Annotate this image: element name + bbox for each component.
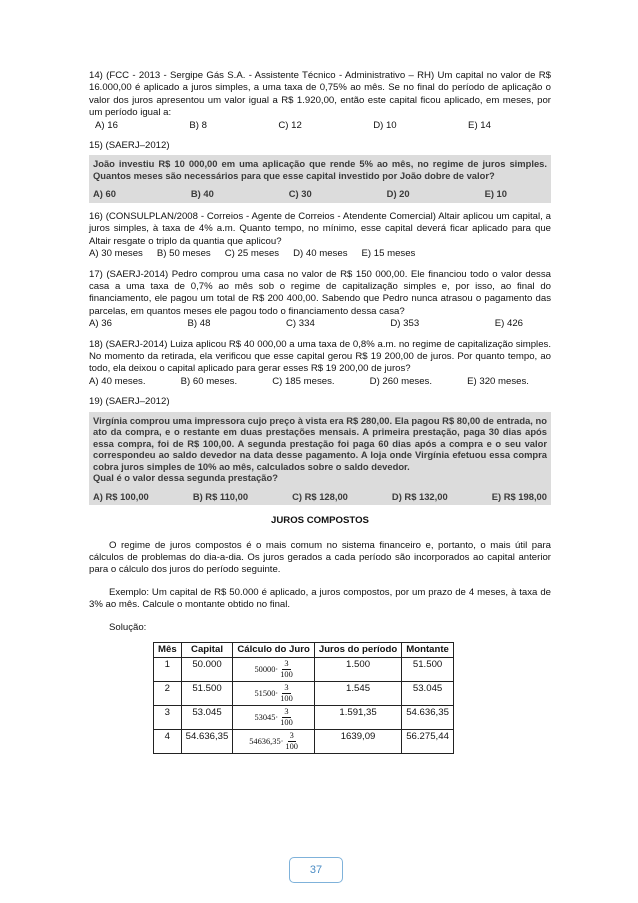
question-16-text: 16) (CONSULPLAN/2008 - Correios - Agente de Correios - Atendente Comercial) Altair aplicou um capital, a juros simples, à taxa de 4% a.m. Quanto tempo, no mínimo, esse capital deverá ficar aplicado para que Altair resgate o triplo da quantia que aplicou? bbox=[89, 210, 551, 247]
option-e: E) 10 bbox=[484, 188, 507, 200]
option-b: B) 50 meses bbox=[156, 248, 211, 260]
option-c: C) R$ 128,00 bbox=[292, 490, 348, 502]
table-row bbox=[154, 658, 454, 682]
question-16-options bbox=[89, 248, 551, 260]
cell-mes: 4 bbox=[154, 730, 182, 754]
question-19 bbox=[89, 396, 551, 505]
question-18 bbox=[89, 339, 551, 389]
formula-numerator: 3 bbox=[289, 731, 294, 741]
option-a: A) R$ 100,00 bbox=[93, 490, 149, 502]
cell-juros: 1.500 bbox=[314, 658, 401, 682]
question-14 bbox=[89, 70, 551, 132]
table-header-row bbox=[154, 642, 454, 657]
option-c: C) 185 meses. bbox=[272, 375, 335, 387]
question-16 bbox=[89, 211, 551, 261]
option-a: A) 36 bbox=[89, 318, 112, 330]
option-b: B) R$ 110,00 bbox=[192, 490, 249, 502]
formula-base: 51500· bbox=[254, 688, 279, 698]
intro-paragraph: O regime de juros compostos é o mais comum no sistema financeiro e, portanto, o mais útil para cálculos de problemas do dia-a-dia. Os juros gerados a cada período são incorporados ao capital anterior para o cálculo dos juros do período seguinte. bbox=[89, 539, 551, 576]
option-c: C) 334 bbox=[286, 318, 315, 330]
question-19-image-question: Qual é o valor dessa segunda prestação? bbox=[93, 472, 278, 484]
cell-calculo bbox=[233, 730, 315, 754]
cell-mes: 1 bbox=[154, 658, 182, 682]
option-b: B) 8 bbox=[189, 119, 207, 131]
cell-capital: 50.000 bbox=[181, 658, 233, 682]
cell-mes: 3 bbox=[154, 706, 182, 730]
cell-juros: 1.591,35 bbox=[314, 706, 401, 730]
question-17 bbox=[89, 269, 551, 331]
header-juros: Juros do período bbox=[314, 642, 401, 657]
option-e: E) 15 meses bbox=[361, 248, 416, 260]
option-e: E) 14 bbox=[468, 119, 491, 131]
option-e: E) 320 meses. bbox=[467, 375, 529, 387]
formula bbox=[254, 659, 292, 680]
option-b: B) 48 bbox=[187, 318, 211, 330]
option-d: D) R$ 132,00 bbox=[391, 490, 448, 502]
question-18-options bbox=[89, 376, 551, 388]
header-capital: Capital bbox=[181, 642, 233, 657]
formula-numerator: 3 bbox=[284, 683, 289, 693]
cell-montante: 54.636,35 bbox=[402, 706, 454, 730]
cell-capital: 51.500 bbox=[181, 682, 233, 706]
formula-denominator: 100 bbox=[280, 694, 293, 704]
option-d: D) 260 meses. bbox=[369, 375, 433, 387]
example-paragraph: Exemplo: Um capital de R$ 50.000 é aplicado, a juros compostos, por um prazo de 4 meses, à taxa de 3% ao mês. Calcule o montante obtido no final. bbox=[89, 586, 551, 611]
formula-base: 54636,35· bbox=[249, 736, 284, 746]
formula-denominator: 100 bbox=[280, 670, 293, 680]
option-a: A) 16 bbox=[95, 119, 118, 131]
option-b: B) 60 meses. bbox=[180, 375, 238, 387]
cell-juros: 1639,09 bbox=[314, 730, 401, 754]
compound-interest-table bbox=[153, 642, 454, 754]
option-d: D) 353 bbox=[390, 318, 420, 330]
option-e: E) 426 bbox=[494, 318, 523, 330]
header-montante: Montante bbox=[402, 642, 454, 657]
question-18-text: 18) (SAERJ-2014) Luiza aplicou R$ 40 000,00 a uma taxa de 0,8% a.m. no regime de capitalização simples. No momento da retirada, ela verificou que esse capital gerou R$ 19 200,00 de juros. Por quanto tempo, ao todo, ela deixou o capital aplicado para gerar esses R$ 19 200,00 de juros? bbox=[89, 338, 551, 375]
question-17-text: 17) (SAERJ-2014) Pedro comprou uma casa no valor de R$ 150 000,00. Ele financiou todo o valor dessa casa a uma taxa de 0,7% ao mês sob o regime de capitalização simples e, por isso, ao final do financiamento, ele pagou um total de R$ 200 400,00. Sabendo que Pedro nunca atrasou o pagamento das parcelas, em quantos meses ele pagou todo o financiamento dessa casa? bbox=[89, 268, 551, 317]
header-calculo: Cálculo do Juro bbox=[233, 642, 315, 657]
document-page bbox=[89, 70, 551, 754]
cell-capital: 54.636,35 bbox=[181, 730, 233, 754]
cell-calculo bbox=[233, 682, 315, 706]
formula-base: 53045· bbox=[254, 712, 279, 722]
cell-juros: 1.545 bbox=[314, 682, 401, 706]
question-15-image-text: João investiu R$ 10 000,00 em uma aplicação que rende 5% ao mês, no regime de juros simples. Quantos meses são necessários para que esse capital investido por João dobre de valor? bbox=[93, 158, 547, 181]
question-14-options bbox=[89, 120, 551, 132]
question-19-image-text: Virgínia comprou uma impressora cujo preço à vista era R$ 280,00. Ela pagou R$ 80,00 de entrada, no ato da compra, e o restante em duas prestações mensais. A primeira prestação, paga 30 dias após essa compra, foi de R$ 100,00. A segunda prestação foi paga 60 dias após a compra e o seu valor correspondeu ao saldo devedor na data desse pagamento. A loja onde Virgínia efetuou essa compra cobra juros simples de 10% ao mês, calculados sobre o saldo devedor. bbox=[93, 414, 547, 472]
option-c: C) 25 meses bbox=[224, 248, 280, 260]
solution-label: Solução: bbox=[109, 621, 147, 633]
option-d: D) 20 bbox=[386, 188, 410, 200]
formula-denominator: 100 bbox=[285, 742, 298, 752]
option-a: A) 40 meses. bbox=[89, 375, 146, 387]
option-b: B) 40 bbox=[190, 188, 214, 200]
option-c: C) 30 bbox=[288, 188, 312, 200]
cell-montante: 51.500 bbox=[402, 658, 454, 682]
table-row bbox=[154, 682, 454, 706]
question-15-image bbox=[89, 155, 551, 203]
formula-numerator: 3 bbox=[284, 707, 289, 717]
option-d: D) 10 bbox=[373, 119, 397, 131]
formula bbox=[249, 731, 298, 752]
cell-mes: 2 bbox=[154, 682, 182, 706]
cell-montante: 56.275,44 bbox=[402, 730, 454, 754]
question-15 bbox=[89, 140, 551, 203]
formula-numerator: 3 bbox=[284, 659, 289, 669]
question-19-header: 19) (SAERJ–2012) bbox=[89, 396, 170, 408]
question-15-header: 15) (SAERJ–2012) bbox=[89, 140, 170, 152]
option-d: D) 40 meses bbox=[293, 248, 348, 260]
header-mes: Mês bbox=[154, 642, 182, 657]
option-a: A) 30 meses bbox=[89, 248, 143, 260]
cell-montante: 53.045 bbox=[402, 682, 454, 706]
page-number: 37 bbox=[289, 857, 343, 883]
section-title: JUROS COMPOSTOS bbox=[271, 515, 369, 527]
cell-calculo bbox=[233, 658, 315, 682]
question-19-options bbox=[93, 491, 547, 503]
table-row bbox=[154, 730, 454, 754]
option-e: E) R$ 198,00 bbox=[491, 490, 547, 502]
question-14-text: 14) (FCC - 2013 - Sergipe Gás S.A. - Assistente Técnico - Administrativo – RH) Um capital no valor de R$ 16.000,00 é aplicado a juros simples, a uma taxa de 0,75% ao mês. Se no final do período de aplicação o valor dos juros apresentou um valor igual a R$ 1.920,00, então este capital ficou aplicado, em meses, por um período igual a: bbox=[89, 70, 551, 119]
formula bbox=[254, 683, 292, 704]
formula-base: 50000· bbox=[254, 664, 279, 674]
cell-capital: 53.045 bbox=[181, 706, 233, 730]
question-19-image bbox=[89, 412, 551, 506]
table-row bbox=[154, 706, 454, 730]
formula bbox=[254, 707, 292, 728]
option-c: C) 12 bbox=[278, 119, 302, 131]
formula-denominator: 100 bbox=[280, 718, 293, 728]
question-15-options bbox=[93, 188, 547, 200]
cell-calculo bbox=[233, 706, 315, 730]
question-17-options bbox=[89, 318, 551, 330]
option-a: A) 60 bbox=[93, 188, 116, 200]
